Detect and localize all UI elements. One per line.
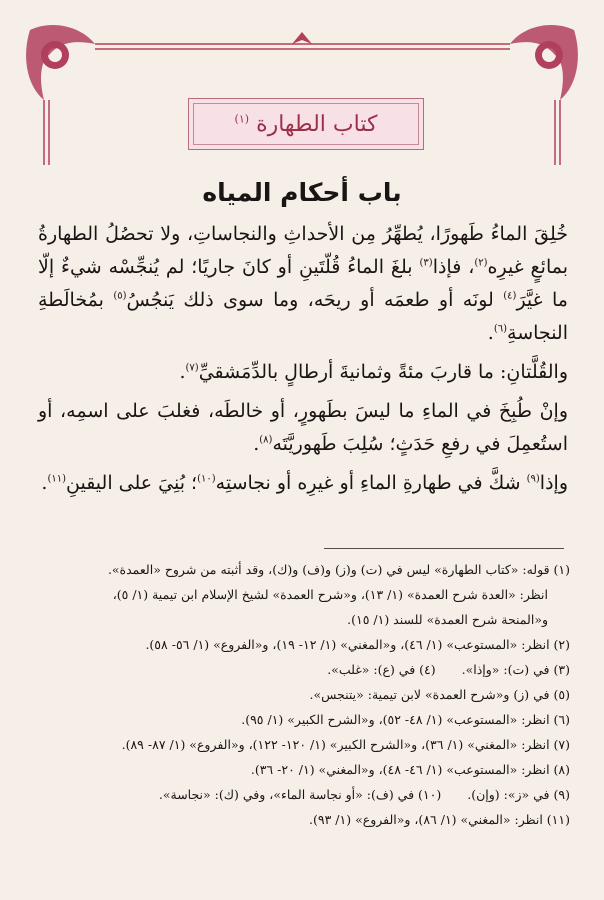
footnote-1-cont: انظر: «العدة شرح العمدة» (١/ ١٣)، و«شرح العمدة» لشيخ الإسلام ابن تيمية (١/ ٥)،	[112, 587, 548, 602]
footnote-1: (١) قوله: «كتاب الطهارة» ليس في (ت) و(ز) و(ف) و(ك)، وقد أثبته من شروح «العمدة».	[107, 562, 570, 577]
footnote-ref[interactable]: (٦)	[493, 323, 508, 335]
footnote-9-10	[34, 782, 570, 807]
paragraph: خُلِقَ الماءُ طَهورًا، يُطهِّرُ مِن الأحداثِ والنجاساتِ، ولا تحصُلُ الطهارةُ بمائعٍ غيرِه$^{(٢)}$، فإذا$^{(٣)}$ بلغَ الماءُ قُلّتَينِ أو كانَ جاريًا؛ لم يُنجِّسْه شيءٌ إلّا ما غيَّرَ$^{(٤)}$ لونَه أو طعمَه أو ريحَه، وما سوى ذلك يَنجُسُ$^{(٥)}$ بمُخالَطةِ النجاسةِ$^{(٦)}$.	[38, 223, 568, 344]
footnote-ref[interactable]: (٨)	[259, 434, 273, 446]
footnote-9: (٩) في «ز»: (وإن).	[467, 787, 570, 802]
corner-ornament-left-icon	[26, 25, 95, 100]
footnote-ref[interactable]: (٧)	[185, 362, 199, 374]
footnote-3: (٣) في (ت): «وإذا».	[461, 662, 570, 677]
paragraph: وإذا$^{(٩)}$ شكَّ في طهارةِ الماءِ أو غيرِه أو نجاستِه$^{(١٠)}$؛ بُنِيَ على اليقينِ$^{(١١)}$.	[41, 472, 568, 494]
footnote-ref[interactable]: (٢)	[474, 257, 488, 269]
footnote-4: (٤) في (ع): «غلب».	[327, 662, 436, 677]
footnote-ref[interactable]: (٩)	[526, 473, 540, 485]
footnote-3-4	[34, 657, 570, 682]
footnote-6: (٦) انظر: «المستوعب» (١/ ٤٨- ٥٢)، و«الشرح الكبير» (١/ ٩٥).	[241, 712, 570, 727]
main-text	[38, 218, 568, 506]
chapter-title: باب أحكام المياه	[202, 178, 402, 207]
footnote-ref[interactable]: (٥)	[113, 290, 127, 302]
footnote-2: (٢) انظر: «المستوعب» (١/ ٤٦)، و«المغني» (١/ ١٢- ١٩)، و«الفروع» (١/ ٥٦- ٥٨).	[145, 637, 570, 652]
book-title-footnote-ref[interactable]: (١)	[234, 112, 250, 126]
top-center-ornament-icon	[292, 32, 312, 44]
footnote-ref[interactable]: (١٠)	[197, 473, 216, 485]
paragraph: والقُلَّتانِ: ما قاربَ مئةً وثمانيةَ أرطالٍ بالدِّمَشقيِّ$^{(٧)}$.	[179, 361, 568, 383]
book-title-box	[188, 98, 424, 150]
footnote-1-cont: و«المنحة شرح العمدة» للسند (١/ ١٥).	[347, 612, 548, 627]
footnote-10: (١٠) في (ف): «أو نجاسة الماء»، وفي (ك): «نجاسة».	[158, 787, 442, 802]
footnote-8: (٨) انظر: «المستوعب» (١/ ٤٦- ٤٨)، و«المغني» (١/ ٢٠- ٣٦).	[250, 762, 570, 777]
footnote-7: (٧) انظر: «المغني» (١/ ٣٦)، و«الشرح الكبير» (١/ ١٢٠- ١٢٢)، و«الفروع» (١/ ٨٧- ٨٩).	[121, 737, 570, 752]
footnote-ref[interactable]: (٤)	[503, 290, 517, 302]
footnotes	[34, 557, 570, 832]
footnote-divider	[324, 548, 564, 549]
footnote-5: (٥) في (ز) و«شرح العمدة» لابن تيمية: «يتنجس».	[309, 687, 570, 702]
footnote-11: (١١) انظر: «المغني» (١/ ٨٦)، و«الفروع» (١/ ٩٣).	[309, 812, 570, 827]
paragraph: وإنْ طُبِخَ في الماءِ ما ليسَ بطَهورٍ، أو خالطَه، فغلبَ على اسمِه، أو استُعمِلَ في رفعِ حَدَثٍ؛ سُلِبَ طَهوريَّتَه$^{(٨)}$.	[38, 400, 568, 455]
footnote-ref[interactable]: (١١)	[47, 473, 66, 485]
book-title: كتاب الطهارة $^{(١)}$	[234, 111, 378, 137]
footnote-ref[interactable]: (٣)	[419, 257, 433, 269]
corner-ornament-right-icon	[510, 25, 578, 100]
